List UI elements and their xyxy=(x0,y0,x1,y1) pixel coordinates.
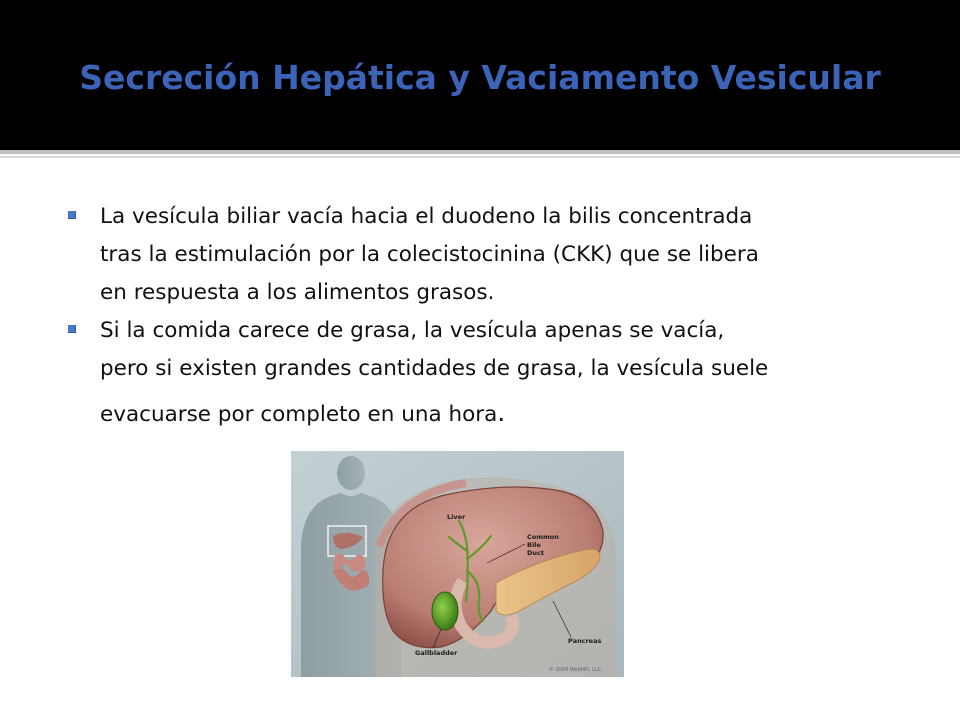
copyright-text: © 2009 WebMD, LLC xyxy=(549,667,602,673)
label-gallbladder: Gallbladder xyxy=(415,649,458,657)
bullet-list xyxy=(60,198,920,440)
bullet-item xyxy=(60,198,920,312)
label-common-bile-duct-1: Common xyxy=(527,533,559,541)
bullet-line-text: evacuarse por completo en una hora xyxy=(100,402,498,427)
slide-title: Secreción Hepática y Vaciamento Vesicular xyxy=(79,58,881,97)
bullet-square-icon xyxy=(68,211,76,219)
liver-gallbladder-illustration xyxy=(291,451,624,677)
bullet-line: Si la comida carece de grasa, la vesícula apenas se vacía, xyxy=(100,318,725,343)
bullet-line: tras la estimulación por la colecistocinina (CKK) que se libera xyxy=(100,242,759,267)
label-common-bile-duct-3: Duct xyxy=(527,549,544,557)
title-divider-secondary xyxy=(0,156,960,158)
bullet-line: La vesícula biliar vacía hacia el duodeno la bilis concentrada xyxy=(100,204,753,229)
bullet-item xyxy=(60,312,920,440)
bullet-line xyxy=(100,388,920,440)
label-pancreas: Pancreas xyxy=(568,637,602,645)
gallbladder-shape xyxy=(432,592,458,630)
label-common-bile-duct-2: Bile xyxy=(527,541,541,549)
anatomy-diagram xyxy=(291,451,624,677)
bullet-line: pero si existen grandes cantidades de grasa, la vesícula suele xyxy=(100,356,769,381)
bullet-final-period: . xyxy=(497,398,506,427)
title-divider xyxy=(0,150,960,154)
bullet-square-icon xyxy=(68,325,76,333)
bullet-line: en respuesta a los alimentos grasos. xyxy=(100,280,495,305)
label-liver: Liver xyxy=(447,513,466,521)
